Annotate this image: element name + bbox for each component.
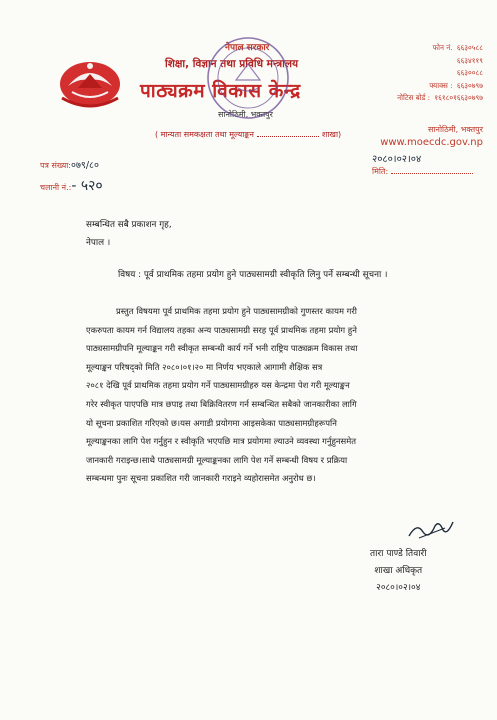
center-locality: सानोठिमी, भक्तपुर xyxy=(218,110,273,119)
date-line xyxy=(372,166,473,177)
contact-row: फोन नं. ६६३०५८८ xyxy=(432,43,483,52)
signature-block xyxy=(370,546,427,597)
recipient-line: नेपाल । xyxy=(86,238,111,248)
signature-date: २०८०।०२।०४ xyxy=(376,583,421,593)
branch-line xyxy=(155,129,341,140)
handwritten-date: २०८०।०२।०४ xyxy=(372,154,422,165)
office-address: सानोठिमी, भक्तपुर xyxy=(428,125,483,134)
ministry-name: शिक्षा, विज्ञान तथा प्रविधि मन्त्रालय xyxy=(165,58,299,70)
office-seal-icon xyxy=(200,30,296,126)
branch-prefix: ( मान्यता समकक्षता तथा मूल्याङ्कन xyxy=(155,130,254,139)
body-line: २०८१ देखि पूर्व प्राथमिक तहमा प्रयोग गर्ने पाठ्यसामग्रीहरु यस केन्द्रमा पेश गरी मूल्याङ्कन xyxy=(86,380,350,391)
government-label: नेपाल सरकार xyxy=(225,43,270,53)
body-line: जानकारी गराइन्छ।साथै पाठ्यसामग्री मूल्याङ्कनका लागि पेश गर्ने सम्बन्धी विषय र प्रक्रिया xyxy=(86,454,348,465)
contact-row: ६६३४११९ xyxy=(456,55,483,65)
center-name: पाठ्यक्रम विकास केन्द्र xyxy=(140,80,301,102)
nepal-emblem-icon xyxy=(50,52,130,112)
body-line: गरेर स्वीकृत पाएपछि मात्र छपाइ तथा बिक्रिवितरण गर्न सम्बन्धित सबैको जानकारीका लागि xyxy=(86,398,357,409)
fiscal-value: ०७९/८० xyxy=(71,160,99,171)
signer-title: शाखा अधिकृत xyxy=(374,566,423,576)
contact-block xyxy=(397,42,483,105)
body-line: मूल्याङ्कनका लागि पेश गर्नुहुन र स्वीकृति भएपछि मात्र प्रयोगमा ल्याउने व्यवस्था गर्नुहुनसमेत xyxy=(86,436,357,447)
recipient-block xyxy=(86,216,172,252)
contact-row: फ्याक्स : ६६३०७९७ xyxy=(429,80,483,90)
dispatch-label: चलानी नं.: xyxy=(40,183,72,192)
dispatch-reference xyxy=(40,176,103,195)
body-line: एकरुपता कायम गर्न विद्यालय तहका अन्य पाठ्यसामग्री सरह पूर्व प्राथमिक तहमा प्रयोग हुने xyxy=(86,324,357,335)
body-line: सम्बन्धमा पुनः सूचना प्रकाशित गरी जानकारी गराइने व्यहोरासमेत अनुरोध छ। xyxy=(86,473,316,484)
date-label: मिति: xyxy=(372,167,389,176)
contact-row: ६६३००८८ xyxy=(456,68,483,77)
dispatch-value: - ५२० xyxy=(71,178,103,194)
signature-scribble-icon xyxy=(405,516,457,542)
signer-name: तारा पाण्डे तिवारी xyxy=(370,549,427,559)
body-line: यो सूचना प्रकाशित गरिएको छ।यस अगाडी प्रयोगमा आइसकेका पाठ्यसामग्रीहरूपनि xyxy=(86,417,337,428)
body-line: पाठ्यसामग्रीपनि मूल्याङ्कन गरी स्वीकृत सम्बन्धी कार्य गर्ने भनी राष्ट्रिय पाठ्यक्रम विकास तथा xyxy=(86,343,358,354)
recipient-line: सम्बन्धित सबै प्रकाशन गृह, xyxy=(86,220,172,230)
branch-suffix: शाखा) xyxy=(321,130,342,139)
fiscal-reference xyxy=(40,158,99,171)
body-line: प्रस्तुत विषयमा पूर्व प्राथमिक तहमा प्रयोग हुने पाठ्यसामग्रीको गुणस्तर कायम गरी xyxy=(116,306,357,316)
body-paragraph xyxy=(86,302,464,488)
fiscal-label: पत्र संख्या: xyxy=(40,161,71,170)
contact-row: नोटिस बोर्ड : १६१८०१६६३०७९७ xyxy=(397,93,483,102)
subject-line: विषय : पूर्व प्राथमिक तहमा प्रयोग हुने पाठ्यसामग्री स्वीकृति लिनु पर्ने सम्बन्धी सूचना । xyxy=(118,270,388,280)
website-link[interactable]: www.moecdc.gov.np xyxy=(380,137,483,148)
body-line: मूल्याङ्कन परिषद्को मिति २०८०।०१।२० मा निर्णय भएकाले आगामी शैक्षिक सत्र xyxy=(86,361,323,372)
